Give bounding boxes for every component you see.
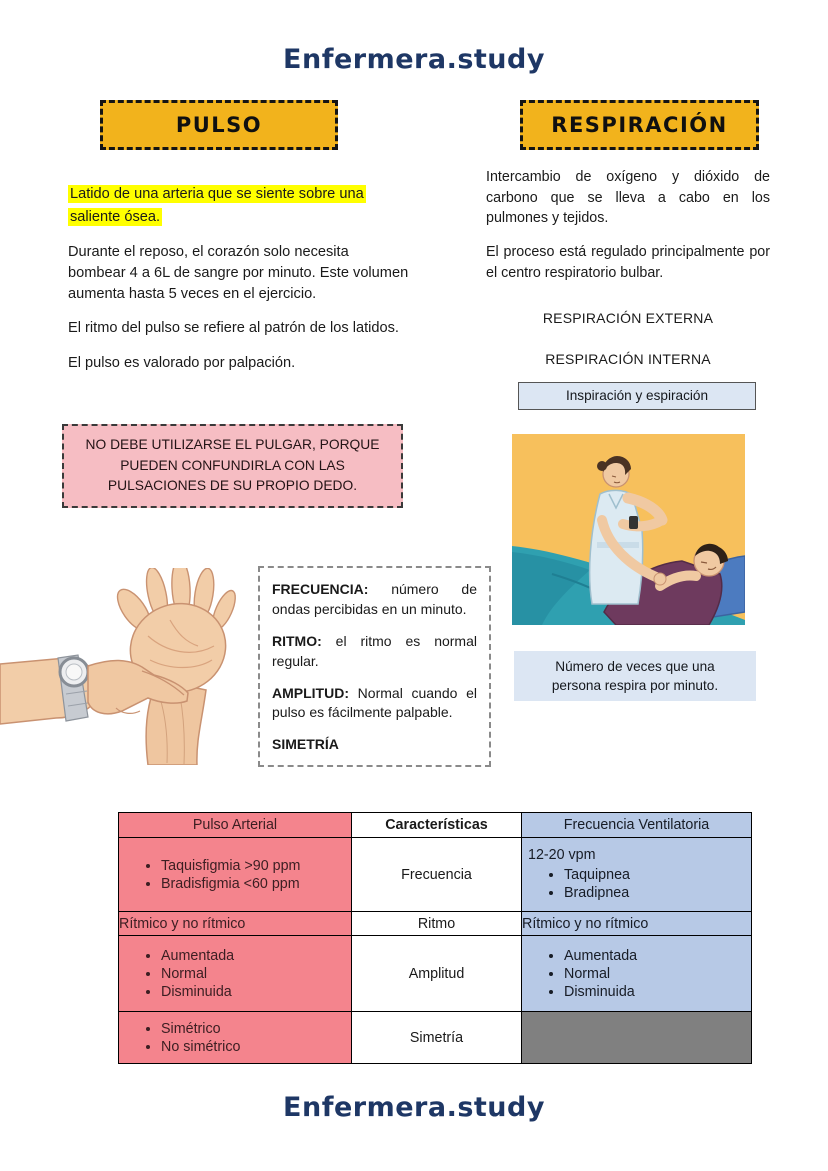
pulse-text-column — [68, 183, 409, 388]
bradipnea-item: • Bradipnea — [564, 885, 751, 901]
pulse-symmetry-cell — [119, 1012, 352, 1064]
highlighted-definition: Latido de una arteria que se siente sobre una saliente ósea. — [70, 186, 364, 225]
pulse-paragraph-2: El ritmo del pulso se refiere al patrón de los latidos. — [68, 320, 399, 337]
vpm-range: 12-20 vpm — [528, 847, 596, 863]
pulse-paragraph-1: Durante el reposo, el corazón solo necesita bombear 4 a 6L de sangre por minuto. Este volumen aumenta hasta 5 veces en el ejercicio. — [68, 244, 409, 302]
respiration-internal-heading: RESPIRACIÓN INTERNA — [545, 350, 711, 367]
symmetry-row — [119, 1012, 752, 1064]
rhythm-term: RITMO: — [272, 632, 322, 649]
radial-pulse-hands-image — [0, 568, 256, 765]
rhythm-row — [119, 912, 752, 936]
nurse-respiration-illustration — [512, 434, 745, 625]
vent-amplitude-cell — [522, 936, 752, 1012]
pulse-rhythm-cell: Rítmico y no rítmico — [119, 912, 352, 936]
symmetry-definition — [272, 735, 477, 755]
brand-header: Enfermera.study — [283, 44, 545, 75]
respiration-paragraph-2: El proceso está regulado principalmente por el centro respiratorio bulbar. — [486, 244, 770, 281]
normal-item: • Normal — [161, 966, 351, 982]
aumentada-item: • Aumentada — [161, 948, 351, 964]
respiratory-rate-callout: Número de veces que una persona respira por minuto. — [514, 651, 756, 701]
frequency-desc: número de ondas percibidas en un minuto. — [272, 581, 477, 617]
pulse-vs-respiration-table — [118, 812, 752, 1064]
pulse-definition — [68, 183, 409, 228]
respiration-text-column — [486, 167, 770, 369]
pulse-characteristics-box — [258, 566, 491, 767]
amplitude-row — [119, 936, 752, 1012]
respiration-external-heading: RESPIRACIÓN EXTERNA — [542, 309, 714, 326]
frequency-row — [119, 838, 752, 912]
pulse-paragraph-3: El pulso es valorado por palpación. — [68, 355, 296, 372]
amplitude-label-cell: Amplitud — [352, 936, 522, 1012]
inspiration-expiration-callout: Inspiración y espiración — [518, 382, 756, 410]
amplitude-definition — [272, 684, 477, 724]
pulse-frequency-cell — [119, 838, 352, 912]
rhythm-desc: el ritmo es normal regular. — [272, 632, 477, 669]
thumb-warning-box: NO DEBE UTILIZARSE EL PULGAR, PORQUE PUEDEN CONFUNDIRLA CON LAS PULSACIONES DE SU PROPIO DEDO. — [62, 424, 403, 508]
simetrico-item: • Simétrico — [161, 1021, 351, 1037]
vent-rhythm-cell: Rítmico y no rítmico — [522, 912, 752, 936]
rhythm-definition — [272, 632, 477, 672]
taquisfigmia-item: • Taquisfigmia >90 ppm — [161, 858, 351, 874]
pulse-title-label: PULSO — [175, 113, 263, 137]
header-caracteristicas: Características — [352, 813, 522, 838]
header-pulso-arterial: Pulso Arterial — [119, 813, 352, 838]
bradisfigmia-item: • Bradisfigmia <60 ppm — [161, 876, 351, 892]
rhythm-label-cell: Ritmo — [352, 912, 522, 936]
empty-gray-cell — [522, 1012, 752, 1064]
disminuida-item: • Disminuida — [564, 984, 751, 1000]
respiration-title-label: RESPIRACIÓN — [551, 113, 728, 137]
no-simetrico-item: • No simétrico — [161, 1039, 351, 1055]
table-header-row — [119, 813, 752, 838]
symmetry-term: SIMETRÍA — [272, 736, 339, 753]
pulse-section-title — [100, 100, 338, 150]
aumentada-item: • Aumentada — [564, 948, 751, 964]
amplitude-term: AMPLITUD: — [272, 684, 349, 701]
frequency-label-cell: Frecuencia — [352, 838, 522, 912]
brand-footer: Enfermera.study — [283, 1092, 545, 1123]
respiration-paragraph-1: Intercambio de oxígeno y dióxido de carbono que se lleva a cabo en los pulmones y tejidos. — [486, 169, 770, 227]
vent-frequency-cell — [522, 838, 752, 912]
header-frecuencia-ventilatoria: Frecuencia Ventilatoria — [522, 813, 752, 838]
frequency-term: FRECUENCIA: — [272, 581, 369, 597]
pulse-amplitude-cell — [119, 936, 352, 1012]
amplitude-desc: Normal cuando el pulso es fácilmente palpable. — [272, 684, 477, 721]
disminuida-item: • Disminuida — [161, 984, 351, 1000]
respiration-section-title — [520, 100, 759, 150]
frequency-definition — [272, 580, 477, 620]
taquipnea-item: • Taquipnea — [564, 867, 751, 883]
normal-item: • Normal — [564, 966, 751, 982]
symmetry-label-cell: Simetría — [352, 1012, 522, 1064]
